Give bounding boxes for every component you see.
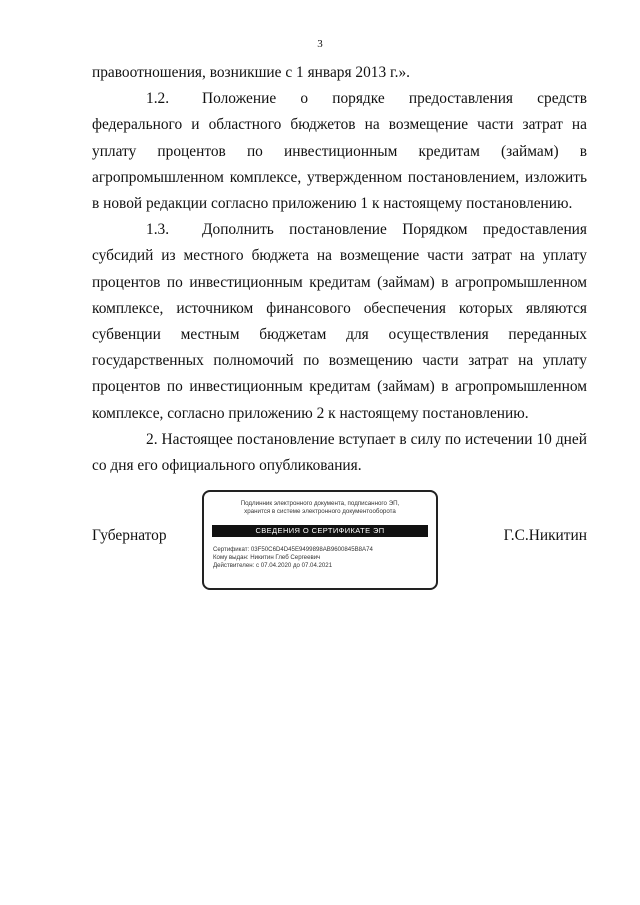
issued-label: Кому выдан: [213, 554, 249, 561]
paragraph-text: Дополнить постановление Порядком предоставления субсидий из местного бюджета на возмещение части затрат на уплату процентов по инвестиционным кредитам (займам) в агропромышленном комплексе, источником финансового обеспечения которых являются субвенции местным бюджетам для осуществления переданных государственных полномочий по возмещению части затрат на уплату процентов по инвестиционным кредитам (займам) в агропромышленном комплексе, согласно приложению 2 к настоящему постановлению. [92, 221, 587, 422]
stamp-details [213, 546, 436, 570]
signatory-name: Г.С.Никитин [503, 527, 587, 544]
paragraph-text: правоотношения, возникшие с 1 января 2013 г.». [92, 64, 411, 81]
paragraph-text: Положение о порядке предоставления средств федерального и областного бюджетов на возмещение части затрат на уплату процентов по инвестиционным кредитам (займам) в агропромышленном комплексе, утвержденном постановлением, изложить в новой редакции согласно приложению 1 к настоящему постановлению. [92, 90, 587, 213]
paragraph-1-3 [92, 217, 587, 427]
stamp-header [204, 500, 436, 516]
signatory-position: Губернатор [92, 527, 167, 544]
valid-label: Действителен: [213, 562, 255, 569]
issued-value: Никитин Глеб Сергеевич [250, 554, 321, 561]
certificate-label: Сертификат: [213, 546, 250, 553]
certificate-value: 03F50C6D4D45E9499898AB9600845B8A74 [250, 546, 373, 553]
paragraph-number: 1.3. [146, 221, 170, 239]
page-number: 3 [317, 38, 323, 50]
paragraph-number: 1.2. [146, 90, 170, 108]
paragraph-text: 2. Настоящее постановление вступает в силу по истечении 10 дней со дня его официального опубликования. [92, 430, 587, 475]
stamp-valid-row [213, 562, 436, 570]
stamp-certificate-row [213, 546, 436, 554]
paragraph-continuation [92, 60, 587, 86]
electronic-signature-stamp [202, 490, 438, 590]
document-body [92, 60, 587, 479]
stamp-header-line: Подлинник электронного документа, подписанного ЭП, [240, 500, 400, 507]
paragraph-1-2 [92, 86, 587, 217]
stamp-issued-row [213, 554, 436, 562]
valid-value: с 07.04.2020 до 07.04.2021 [256, 562, 333, 569]
stamp-header-line: хранится в системе электронного документооборота [244, 508, 396, 515]
stamp-title: СВЕДЕНИЯ О СЕРТИФИКАТЕ ЭП [212, 525, 428, 537]
paragraph-2 [92, 427, 587, 479]
